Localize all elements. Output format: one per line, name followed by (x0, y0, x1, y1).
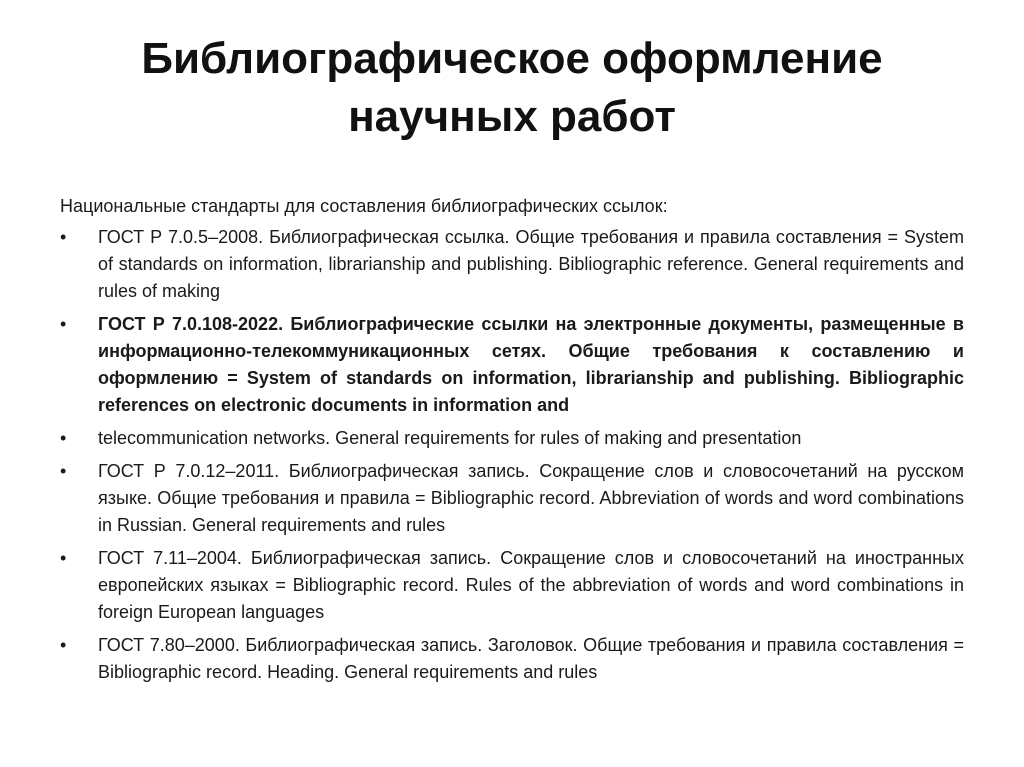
list-item-text: telecommunication networks. General requirements for rules of making and presentation (98, 428, 802, 448)
list-item-text: ГОСТ Р 7.0.5–2008. Библиографическая ссылка. Общие требования и правила составления = System of standards on information, librarianship and publishing. Bibliographic reference. General requirements and rules of making (98, 227, 964, 301)
title-line-1: Библиографическое оформление (141, 34, 883, 83)
title-line-2: научных работ (348, 92, 676, 141)
list-item (60, 311, 964, 419)
bullet-icon: • (60, 548, 67, 568)
list-item-text: ГОСТ 7.11–2004. Библиографическая запись. Сокращение слов и словосочетаний на иностранных европейских языках = Bibliographic record. Rules of the abbreviation of words and word combinations in foreign European languages (98, 548, 964, 622)
list-item-text: ГОСТ Р 7.0.108-2022. Библиографические ссылки на электронные документы, размещенные в информационно-телекоммуникационных сетях. Общие требования к составлению и оформлению = System of standards on information, librarianship and publishing. Bibliographic references on electronic documents in information and (98, 314, 964, 415)
bullet-icon: • (60, 635, 67, 655)
list-item (60, 545, 964, 626)
bullet-icon: • (60, 314, 67, 334)
list-item-text: ГОСТ 7.80–2000. Библиографическая запись. Заголовок. Общие требования и правила составления = Bibliographic record. Heading. General requirements and rules (98, 635, 964, 682)
intro-text: Национальные стандарты для составления библиографических ссылок: (60, 196, 668, 216)
bullet-icon: • (60, 461, 67, 481)
slide-content (60, 193, 964, 692)
bullet-icon: • (60, 428, 67, 448)
list-item (60, 224, 964, 305)
list-item (60, 458, 964, 539)
list-item-text: ГОСТ Р 7.0.12–2011. Библиографическая запись. Сокращение слов и словосочетаний на русском языке. Общие требования и правила = Bibliographic record. Abbreviation of words and word combinations in Russian. General requirements and rules (98, 461, 964, 535)
list-item (60, 425, 964, 452)
slide-title (40, 30, 984, 146)
standards-list (60, 224, 964, 686)
bullet-icon: • (60, 227, 67, 247)
list-item (60, 632, 964, 686)
